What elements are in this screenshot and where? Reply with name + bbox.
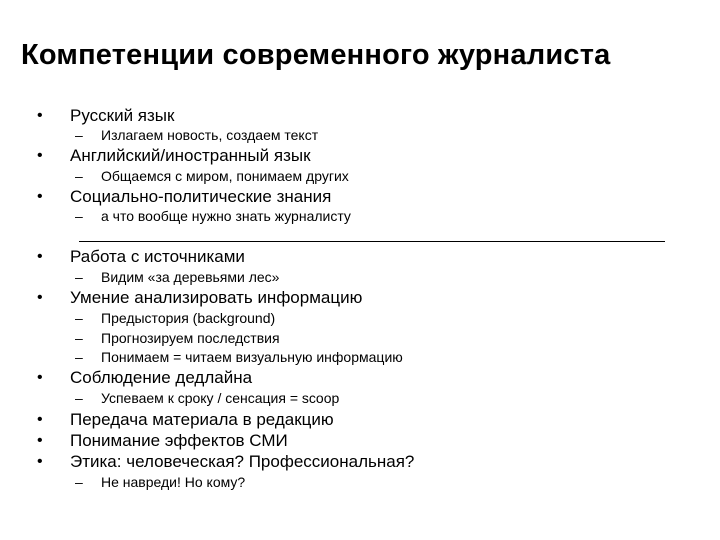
- bullet-marker: •: [37, 432, 43, 449]
- list-item-ethics: Этика: человеческая? Профессиональная?: [70, 452, 415, 471]
- sub-item: Излагаем новость, создаем текст: [101, 127, 319, 143]
- slide-title: Компетенции современного журналиста: [21, 39, 611, 71]
- bullet-marker: •: [37, 188, 43, 205]
- list-item-analysis: Умение анализировать информацию: [70, 288, 363, 307]
- list-item-sociopolitical: Социально-политические знания: [70, 187, 332, 206]
- bullet-marker: •: [37, 369, 43, 386]
- sub-bullet-marker: –: [75, 208, 83, 224]
- list-item-deadline: Соблюдение дедлайна: [70, 368, 253, 387]
- sub-item: Понимаем = читаем визуальную информацию: [101, 349, 403, 365]
- sub-bullet-marker: –: [75, 349, 83, 365]
- list-item-media-effects: Понимание эффектов СМИ: [70, 431, 288, 450]
- bullet-marker: •: [37, 107, 43, 124]
- list-item-submission: Передача материала в редакцию: [70, 410, 334, 429]
- sub-bullet-marker: –: [75, 474, 83, 490]
- sub-item: Видим «за деревьями лес»: [101, 269, 280, 285]
- bullet-marker: •: [37, 248, 43, 265]
- bullet-marker: •: [37, 411, 43, 428]
- bullet-marker: •: [37, 453, 43, 470]
- sub-item: а что вообще нужно знать журналисту: [101, 208, 351, 224]
- sub-item: Общаемся с миром, понимаем других: [101, 168, 349, 184]
- separator-line: [79, 241, 665, 242]
- bullet-marker: •: [37, 147, 43, 164]
- sub-bullet-marker: –: [75, 269, 83, 285]
- sub-item: Не навреди! Но кому?: [101, 474, 246, 490]
- sub-item: Прогнозируем последствия: [101, 330, 280, 346]
- sub-bullet-marker: –: [75, 390, 83, 406]
- sub-bullet-marker: –: [75, 330, 83, 346]
- list-item-russian: Русский язык: [70, 106, 175, 125]
- sub-bullet-marker: –: [75, 168, 83, 184]
- list-item-foreign-language: Английский/иностранный язык: [70, 146, 311, 165]
- sub-bullet-marker: –: [75, 127, 83, 143]
- sub-item: Предыстория (background): [101, 310, 276, 326]
- bullet-marker: •: [37, 289, 43, 306]
- list-item-sources: Работа с источниками: [70, 247, 245, 266]
- sub-bullet-marker: –: [75, 310, 83, 326]
- sub-item: Успеваем к сроку / сенсация = scoop: [101, 390, 340, 406]
